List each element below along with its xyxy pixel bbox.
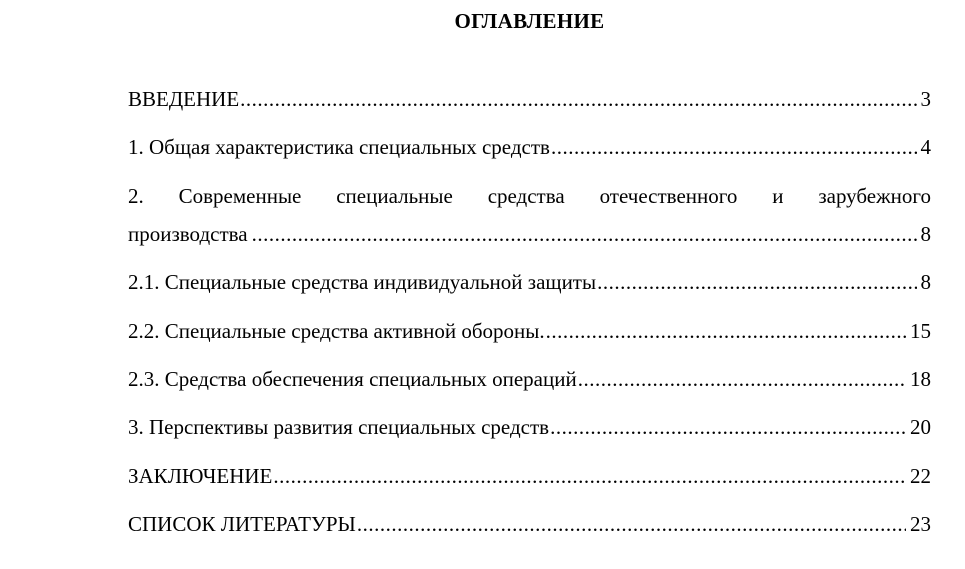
toc-word: 2. — [128, 183, 144, 208]
toc-page-number: 22 — [910, 463, 931, 488]
dot-leader — [551, 132, 917, 162]
toc-page-number: 8 — [920, 270, 931, 295]
toc-page-number: 23 — [910, 512, 931, 537]
toc-entry-second-line — [128, 219, 931, 249]
toc-entry-text: 1. Общая характеристика специальных средств — [128, 135, 550, 160]
toc-page-number: 20 — [910, 415, 931, 440]
toc-page-number: 15 — [910, 318, 931, 343]
toc-entry-text: ВВЕДЕНИЕ — [128, 87, 240, 111]
toc-word: и — [772, 183, 784, 208]
dot-leader — [546, 316, 906, 346]
toc-word: отечественного — [599, 183, 738, 208]
dot-leader — [240, 84, 916, 114]
toc-entry-text: 2.3. Средства обеспечения специальных операций — [128, 366, 577, 391]
toc-entry-section-2-3[interactable] — [128, 364, 931, 394]
table-of-contents — [128, 84, 931, 558]
toc-entry-conclusion[interactable] — [128, 461, 931, 491]
toc-page-number: 3 — [920, 87, 931, 111]
toc-entry-first-line — [128, 181, 931, 211]
toc-entry-section-2-1[interactable] — [128, 267, 931, 297]
toc-page-number: 18 — [910, 366, 931, 391]
dot-leader — [252, 219, 917, 249]
toc-entry-text: 3. Перспективы развития специальных средств — [128, 415, 550, 440]
toc-entry-text: СПИСОК ЛИТЕРАТУРЫ — [128, 512, 356, 537]
toc-entry-references[interactable] — [128, 509, 931, 539]
toc-page-number: 4 — [920, 135, 931, 160]
toc-entry-introduction[interactable] — [128, 84, 931, 114]
toc-entry-section-2[interactable] — [128, 181, 931, 249]
toc-entry-section-3[interactable] — [128, 412, 931, 442]
dot-leader — [357, 509, 906, 539]
dot-leader — [578, 364, 906, 394]
toc-page-number: 8 — [920, 221, 931, 246]
dot-leader — [597, 267, 916, 297]
dot-leader — [550, 412, 906, 442]
dot-leader — [273, 461, 906, 491]
toc-entry-section-1[interactable] — [128, 132, 931, 162]
toc-word: зарубежного — [818, 183, 931, 208]
toc-entry-text: 2.2. Специальные средства активной обороны. — [128, 318, 545, 343]
toc-word: средства — [487, 183, 565, 208]
toc-entry-text: ЗАКЛЮЧЕНИЕ — [128, 463, 273, 488]
toc-title: ОГЛАВЛЕНИЕ — [454, 9, 605, 33]
toc-word: специальные — [336, 183, 453, 208]
toc-entry-text: производства — [128, 221, 248, 246]
toc-word: Современные — [178, 183, 302, 208]
toc-entry-section-2-2[interactable] — [128, 316, 931, 346]
toc-entry-text: 2.1. Специальные средства индивидуальной защиты — [128, 270, 597, 295]
